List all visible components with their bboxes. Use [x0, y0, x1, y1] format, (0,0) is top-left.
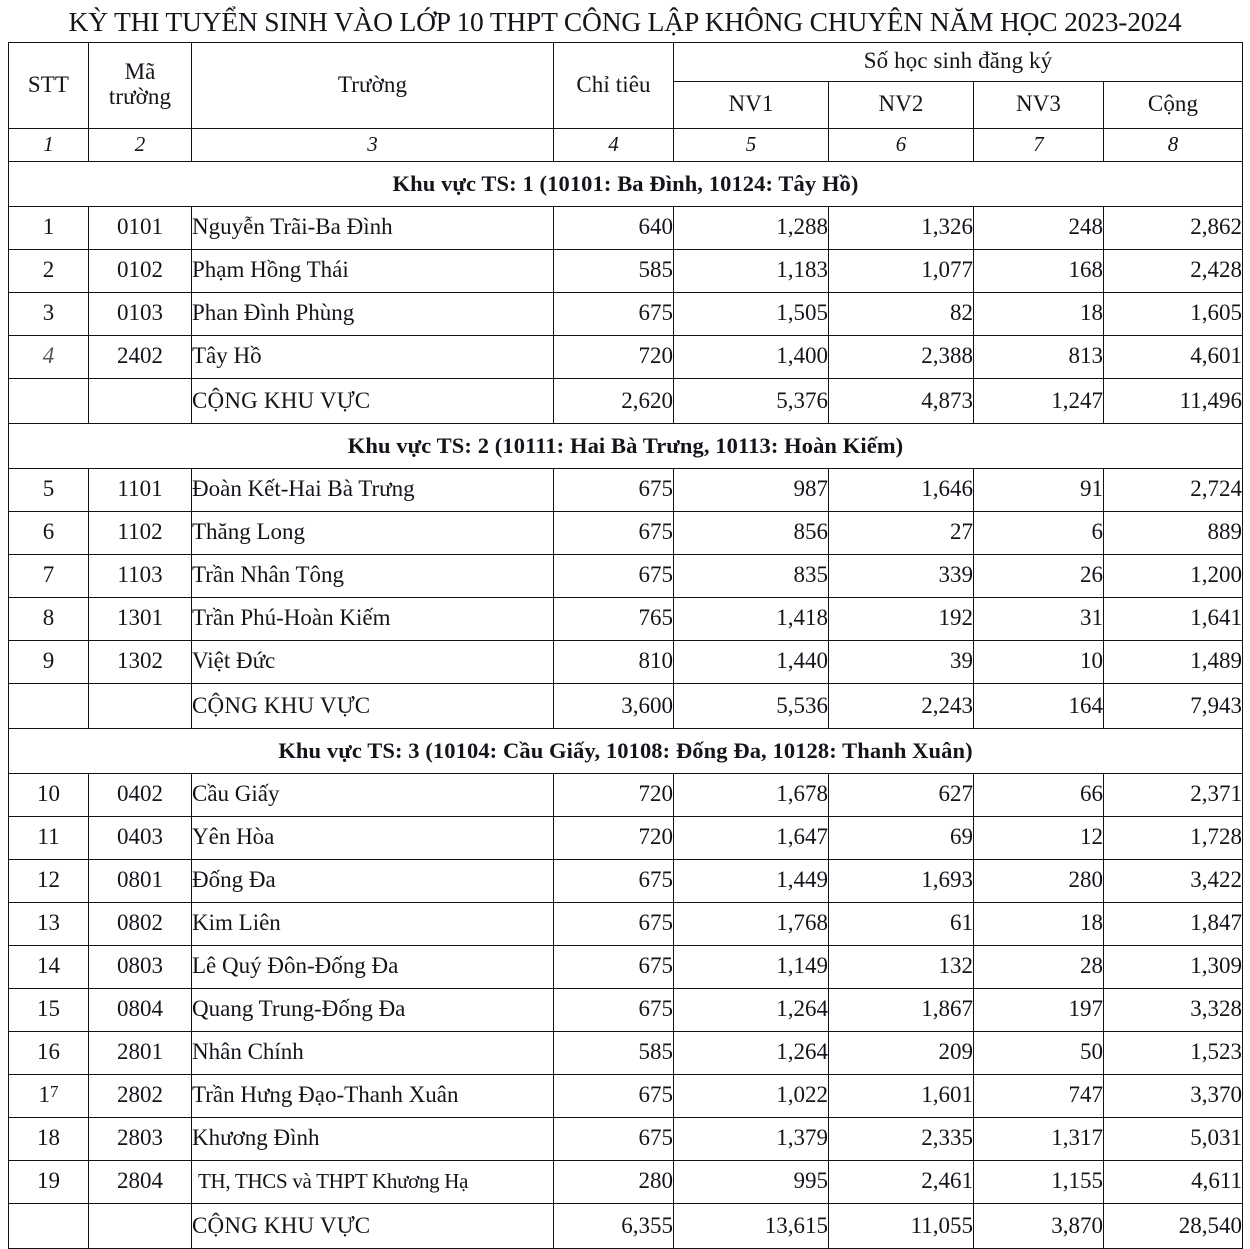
cell-chi-tieu: 720: [554, 773, 674, 816]
cell-cong: 1,309: [1104, 945, 1243, 988]
cell-school-name: Khương Đình: [192, 1117, 554, 1160]
column-header-ma-truong-line2: trường: [108, 84, 172, 109]
cell-total-cong: 7,943: [1104, 683, 1243, 728]
cell-stt: 11: [9, 816, 89, 859]
cell-stt: 13: [9, 902, 89, 945]
cell-chi-tieu: 675: [554, 468, 674, 511]
cell-cong: 3,422: [1104, 859, 1243, 902]
cell-chi-tieu: 675: [554, 859, 674, 902]
cell-nv2: 27: [829, 511, 974, 554]
table-row: [9, 988, 1243, 1031]
table-row: [9, 597, 1243, 640]
cell-ma-truong: 2402: [89, 335, 192, 378]
cell-school-name: Trần Nhân Tông: [192, 554, 554, 597]
cell-cong: 4,601: [1104, 335, 1243, 378]
cell-stt: 5: [9, 468, 89, 511]
cell-stt: [9, 335, 89, 378]
cell-cong: 3,370: [1104, 1074, 1243, 1117]
cell-nv2: 627: [829, 773, 974, 816]
cell-ma-truong: 1103: [89, 554, 192, 597]
table-row: [9, 511, 1243, 554]
cell-cong: 2,862: [1104, 206, 1243, 249]
cell-school-name: Quang Trung-Đống Đa: [192, 988, 554, 1031]
column-number-2: 2: [89, 128, 192, 161]
cell-nv3: 91: [974, 468, 1104, 511]
cell-ma-truong-empty: [89, 683, 192, 728]
cell-nv1: 1,400: [674, 335, 829, 378]
section-total-row: [9, 378, 1243, 423]
cell-nv2: 132: [829, 945, 974, 988]
cell-nv3: 280: [974, 859, 1104, 902]
cell-chi-tieu: 280: [554, 1160, 674, 1203]
cell-nv3: 10: [974, 640, 1104, 683]
cell-ma-truong: 0803: [89, 945, 192, 988]
cell-school-name: Cầu Giấy: [192, 773, 554, 816]
cell-cong: 1,605: [1104, 292, 1243, 335]
cell-stt: 15: [9, 988, 89, 1031]
cell-nv1: 1,264: [674, 988, 829, 1031]
column-header-nv1: NV1: [674, 81, 829, 128]
cell-total-chi-tieu: 3,600: [554, 683, 674, 728]
cell-stt: 1: [9, 206, 89, 249]
cell-ma-truong: 0804: [89, 988, 192, 1031]
cell-ma-truong: 2803: [89, 1117, 192, 1160]
cell-nv2: 339: [829, 554, 974, 597]
cell-school-name: Trần Hưng Đạo-Thanh Xuân: [192, 1074, 554, 1117]
cell-nv1: 1,418: [674, 597, 829, 640]
cell-nv3: 66: [974, 773, 1104, 816]
cell-nv1: 987: [674, 468, 829, 511]
section-header-label: Khu vực TS: 3 (10104: Cầu Giấy, 10108: Đống Đa, 10128: Thanh Xuân): [9, 728, 1243, 773]
enrollment-table: [8, 42, 1243, 1249]
cell-chi-tieu: 675: [554, 511, 674, 554]
section-total-row: [9, 1203, 1243, 1248]
cell-stt: 14: [9, 945, 89, 988]
cell-stt: 12: [9, 859, 89, 902]
table-row: [9, 859, 1243, 902]
cell-chi-tieu: 810: [554, 640, 674, 683]
cell-cong: 2,724: [1104, 468, 1243, 511]
cell-stt-empty: [9, 683, 89, 728]
cell-nv2: 1,326: [829, 206, 974, 249]
cell-nv1: 1,022: [674, 1074, 829, 1117]
cell-stt: 10: [9, 773, 89, 816]
cell-ma-truong: 0801: [89, 859, 192, 902]
cell-nv2: 1,646: [829, 468, 974, 511]
cell-nv3: 248: [974, 206, 1104, 249]
cell-chi-tieu: 585: [554, 249, 674, 292]
cell-total-nv3: 1,247: [974, 378, 1104, 423]
table-head: [9, 42, 1243, 161]
section-total-row: [9, 683, 1243, 728]
cell-stt: 8: [9, 597, 89, 640]
table-row: [9, 640, 1243, 683]
cell-nv2: 2,461: [829, 1160, 974, 1203]
cell-total-nv3: 3,870: [974, 1203, 1104, 1248]
stt-faded-glyph: 4: [42, 343, 55, 369]
cell-nv1: 856: [674, 511, 829, 554]
cell-total-chi-tieu: 6,355: [554, 1203, 674, 1248]
cell-chi-tieu: 675: [554, 292, 674, 335]
cell-stt: 19: [9, 1160, 89, 1203]
cell-cong: 1,523: [1104, 1031, 1243, 1074]
cell-nv1: 1,678: [674, 773, 829, 816]
table-row: [9, 206, 1243, 249]
cell-total-nv3: 164: [974, 683, 1104, 728]
cell-ma-truong: 0101: [89, 206, 192, 249]
cell-stt: 9: [9, 640, 89, 683]
column-number-7: 7: [974, 128, 1104, 161]
cell-school-name: Nguyễn Trãi-Ba Đình: [192, 206, 554, 249]
cell-ma-truong-empty: [89, 378, 192, 423]
cell-nv3: 12: [974, 816, 1104, 859]
cell-school-name: Nhân Chính: [192, 1031, 554, 1074]
cell-total-nv1: 13,615: [674, 1203, 829, 1248]
cell-nv3: 168: [974, 249, 1104, 292]
column-number-3: 3: [192, 128, 554, 161]
table-row: [9, 773, 1243, 816]
cell-nv3: 197: [974, 988, 1104, 1031]
cell-stt-empty: [9, 378, 89, 423]
section-header-row: [9, 161, 1243, 206]
cell-ma-truong: 2804: [89, 1160, 192, 1203]
cell-nv2: 61: [829, 902, 974, 945]
cell-nv1: 1,440: [674, 640, 829, 683]
table-row: [9, 1117, 1243, 1160]
column-number-5: 5: [674, 128, 829, 161]
cell-nv2: 1,693: [829, 859, 974, 902]
table-body: [9, 161, 1243, 1248]
cell-total-cong: 28,540: [1104, 1203, 1243, 1248]
cell-nv3: 1,317: [974, 1117, 1104, 1160]
section-header-label: Khu vực TS: 1 (10101: Ba Đình, 10124: Tây Hồ): [9, 161, 1243, 206]
cell-total-nv2: 4,873: [829, 378, 974, 423]
table-row: [9, 249, 1243, 292]
section-header-row: [9, 728, 1243, 773]
cell-school-name: Phan Đình Phùng: [192, 292, 554, 335]
column-number-4: 4: [554, 128, 674, 161]
cell-chi-tieu: 720: [554, 816, 674, 859]
cell-school-name: Thăng Long: [192, 511, 554, 554]
cell-chi-tieu: 585: [554, 1031, 674, 1074]
cell-school-name: Phạm Hồng Thái: [192, 249, 554, 292]
cell-stt: 7: [9, 554, 89, 597]
cell-cong: 889: [1104, 511, 1243, 554]
cell-ma-truong: 1302: [89, 640, 192, 683]
section-header-label: Khu vực TS: 2 (10111: Hai Bà Trưng, 10113: Hoàn Kiếm): [9, 423, 1243, 468]
cell-nv3: 18: [974, 902, 1104, 945]
section-header-row: [9, 423, 1243, 468]
cell-chi-tieu: 720: [554, 335, 674, 378]
cell-nv3: 813: [974, 335, 1104, 378]
cell-chi-tieu: 675: [554, 988, 674, 1031]
table-row: [9, 554, 1243, 597]
table-row: [9, 1031, 1243, 1074]
cell-total-nv1: 5,376: [674, 378, 829, 423]
cell-total-chi-tieu: 2,620: [554, 378, 674, 423]
cell-cong: 1,641: [1104, 597, 1243, 640]
cell-nv3: 26: [974, 554, 1104, 597]
cell-school-name: Trần Phú-Hoàn Kiếm: [192, 597, 554, 640]
cell-school-name: Yên Hòa: [192, 816, 554, 859]
cell-nv2: 39: [829, 640, 974, 683]
cell-nv2: 192: [829, 597, 974, 640]
cell-cong: 1,847: [1104, 902, 1243, 945]
cell-cong: 2,428: [1104, 249, 1243, 292]
cell-total-nv2: 2,243: [829, 683, 974, 728]
cell-school-name: Kim Liên: [192, 902, 554, 945]
cell-nv1: 1,288: [674, 206, 829, 249]
column-header-so-hoc-sinh-dang-ky: Số học sinh đăng ký: [674, 42, 1243, 81]
cell-school-name: Tây Hồ: [192, 335, 554, 378]
table-row: [9, 1160, 1243, 1203]
cell-chi-tieu: 675: [554, 902, 674, 945]
cell-nv2: 1,077: [829, 249, 974, 292]
cell-nv2: 2,388: [829, 335, 974, 378]
cell-ma-truong-empty: [89, 1203, 192, 1248]
cell-stt: $1^7$: [9, 1074, 89, 1117]
page-title: KỲ THI TUYỂN SINH VÀO LỚP 10 THPT CÔNG LẬP KHÔNG CHUYÊN NĂM HỌC 2023-2024: [68, 6, 1182, 37]
cell-nv1: 995: [674, 1160, 829, 1203]
column-header-ma-truong: [89, 42, 192, 128]
table-row: [9, 468, 1243, 511]
cell-cong: 1,200: [1104, 554, 1243, 597]
column-header-ma-truong-line1: Mã: [124, 59, 156, 85]
table-row: [9, 902, 1243, 945]
cell-total-label: CỘNG KHU VỰC: [192, 1203, 554, 1248]
cell-nv1: 1,183: [674, 249, 829, 292]
cell-nv1: 1,768: [674, 902, 829, 945]
cell-chi-tieu: 675: [554, 1074, 674, 1117]
cell-nv3: 1,155: [974, 1160, 1104, 1203]
cell-total-nv2: 11,055: [829, 1203, 974, 1248]
cell-cong: 3,328: [1104, 988, 1243, 1031]
cell-total-nv1: 5,536: [674, 683, 829, 728]
cell-ma-truong: 0102: [89, 249, 192, 292]
cell-school-name: Đống Đa: [192, 859, 554, 902]
cell-ma-truong: 1101: [89, 468, 192, 511]
column-header-chi-tieu: Chỉ tiêu: [554, 42, 674, 128]
table-row: [9, 1074, 1243, 1117]
cell-nv1: 1,505: [674, 292, 829, 335]
cell-school-name: TH, THCS và THPT Khương Hạ: [192, 1160, 554, 1203]
cell-total-label: CỘNG KHU VỰC: [192, 683, 554, 728]
cell-chi-tieu: 640: [554, 206, 674, 249]
cell-ma-truong: 0103: [89, 292, 192, 335]
table-container: [0, 42, 1250, 1249]
cell-nv3: 31: [974, 597, 1104, 640]
cell-nv2: 1,601: [829, 1074, 974, 1117]
cell-nv3: 6: [974, 511, 1104, 554]
cell-chi-tieu: 675: [554, 945, 674, 988]
cell-stt: 2: [9, 249, 89, 292]
stt-raised-glyph: 7: [50, 1082, 59, 1102]
cell-total-label: CỘNG KHU VỰC: [192, 378, 554, 423]
cell-stt-empty: [9, 1203, 89, 1248]
cell-school-name: Việt Đức: [192, 640, 554, 683]
cell-nv1: 1,647: [674, 816, 829, 859]
column-header-nv3: NV3: [974, 81, 1104, 128]
cell-ma-truong: 0403: [89, 816, 192, 859]
column-header-truong: Trường: [192, 42, 554, 128]
table-row: [9, 816, 1243, 859]
cell-cong: 5,031: [1104, 1117, 1243, 1160]
cell-nv1: 835: [674, 554, 829, 597]
column-number-6: 6: [829, 128, 974, 161]
column-header-nv2: NV2: [829, 81, 974, 128]
column-header-stt: STT: [9, 42, 89, 128]
cell-nv3: 747: [974, 1074, 1104, 1117]
cell-nv1: 1,379: [674, 1117, 829, 1160]
cell-nv2: 1,867: [829, 988, 974, 1031]
column-number-1: 1: [9, 128, 89, 161]
cell-cong: 1,728: [1104, 816, 1243, 859]
cell-nv2: 82: [829, 292, 974, 335]
cell-ma-truong: 1301: [89, 597, 192, 640]
cell-cong: 2,371: [1104, 773, 1243, 816]
column-header-cong: Cộng: [1104, 81, 1243, 128]
cell-nv3: 50: [974, 1031, 1104, 1074]
cell-stt: 18: [9, 1117, 89, 1160]
column-number-8: 8: [1104, 128, 1243, 161]
cell-nv1: 1,149: [674, 945, 829, 988]
cell-nv1: 1,264: [674, 1031, 829, 1074]
cell-ma-truong: 0402: [89, 773, 192, 816]
cell-chi-tieu: 675: [554, 1117, 674, 1160]
cell-nv2: 69: [829, 816, 974, 859]
cell-school-name: Đoàn Kết-Hai Bà Trưng: [192, 468, 554, 511]
cell-chi-tieu: 765: [554, 597, 674, 640]
cell-chi-tieu: 675: [554, 554, 674, 597]
cell-stt: 6: [9, 511, 89, 554]
cell-nv3: 18: [974, 292, 1104, 335]
cell-total-cong: 11,496: [1104, 378, 1243, 423]
cell-stt: 3: [9, 292, 89, 335]
column-number-row: [9, 128, 1243, 161]
cell-ma-truong: 2801: [89, 1031, 192, 1074]
cell-school-name: Lê Quý Đôn-Đống Đa: [192, 945, 554, 988]
cell-cong: 4,611: [1104, 1160, 1243, 1203]
cell-nv2: 2,335: [829, 1117, 974, 1160]
table-row: [9, 292, 1243, 335]
cell-ma-truong: 0802: [89, 902, 192, 945]
table-row: [9, 945, 1243, 988]
cell-ma-truong: 2802: [89, 1074, 192, 1117]
table-row: [9, 335, 1243, 378]
cell-nv3: 28: [974, 945, 1104, 988]
cell-ma-truong: 1102: [89, 511, 192, 554]
cell-cong: 1,489: [1104, 640, 1243, 683]
header-row-primary: [9, 42, 1243, 81]
cell-stt: 16: [9, 1031, 89, 1074]
cell-nv1: 1,449: [674, 859, 829, 902]
cell-nv2: 209: [829, 1031, 974, 1074]
